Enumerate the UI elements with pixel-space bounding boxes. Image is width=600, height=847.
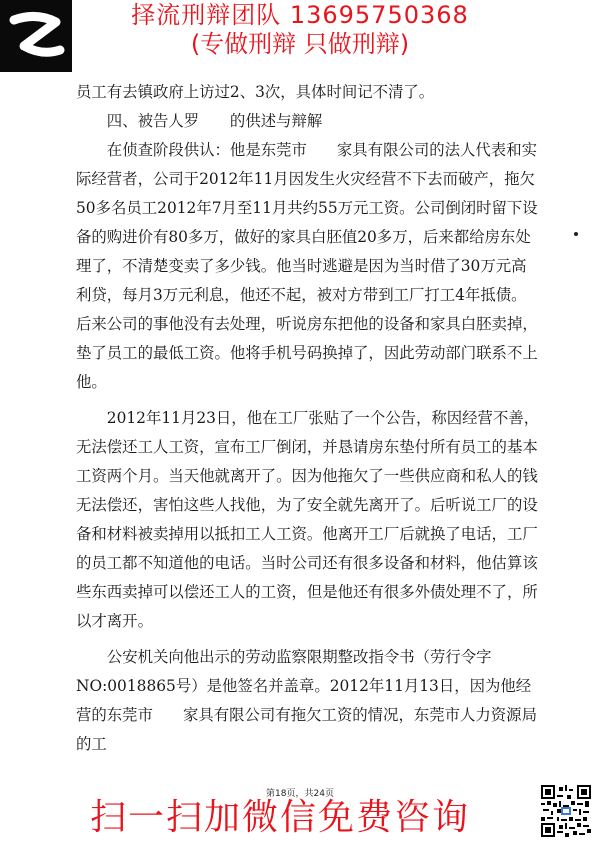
scan-speck bbox=[574, 232, 578, 236]
paragraph-continuation: 员工有去镇政府上访过2、3次，具体时间记不清了。 bbox=[76, 83, 435, 101]
page-number: 第18页，共24页 bbox=[266, 789, 334, 799]
section-heading: 四、被告人罗 的供述与辩解 bbox=[106, 112, 323, 130]
wechat-cta: 扫一扫加微信免费咨询 bbox=[89, 797, 470, 838]
slogan-line: (专做刑辩 只做刑辩) bbox=[190, 30, 410, 59]
document-body bbox=[76, 78, 540, 759]
text-segment: 在侦查阶段供认：他是东莞市 bbox=[106, 141, 307, 159]
logo bbox=[0, 0, 72, 72]
paragraph-notice: 2012年11月23日，他在工厂张贴了一个公告，称因经营不善，无法偿还工人工资，宣布工厂倒闭，并恳请房东垫付所有员工的基本工资两个月。当天他就离开了。因为他拖欠了一些供应商和私人的钱无法偿还，害怕这些人找他，为了安全就先离开了。后听说工厂的设备和材料被卖掉用以抵扣工人工资。他离开工厂后就换了电话，工厂的员工都不知道他的电话。当时公司还有很多设备和材料，他估算该些东西卖掉可以偿还工人的工资，但是他还有很多外债处理不了，所以才离开。 bbox=[76, 409, 540, 630]
text-segment: 家具有限公司有拖欠工资的情况，东莞市人力资源局的工 bbox=[76, 706, 537, 753]
qr-code-icon[interactable] bbox=[541, 785, 591, 837]
team-contact-line: 择流刑辩团队 13695750368 bbox=[131, 1, 469, 29]
text-segment: 公安机关向他出示的劳动监察限期整改指令书（劳行令字NO:0018865号）是他签名并盖章。2012年11月13日，因为他经营的东莞市 bbox=[76, 648, 532, 724]
paragraph-police bbox=[76, 643, 540, 759]
text-segment: 家具有限公司的法人代表和实际经营者，公司于2012年11月因发生火灾经营不下去而破产，拖欠50多名员工2012年7月至11月共约55万元工资。公司倒闭时留下设备的购进价有80多万，做好的家具白胚值20多万，后来都给房东处理了，不清楚变卖了多少钱。他当时逃避是因为当时借了30万元高利贷，每月3万元利息，他还不起，被对方带到工厂打工4年抵债。后来公司的事他没有去处理，听说房东把他的设备和家具白胚卖掉，垫了员工的最低工资。他将手机号码换掉了，因此劳动部门联系不上他。 bbox=[76, 141, 538, 391]
paragraph-confession bbox=[76, 136, 540, 397]
logo-z-icon bbox=[0, 0, 72, 72]
header-banner bbox=[80, 2, 520, 58]
